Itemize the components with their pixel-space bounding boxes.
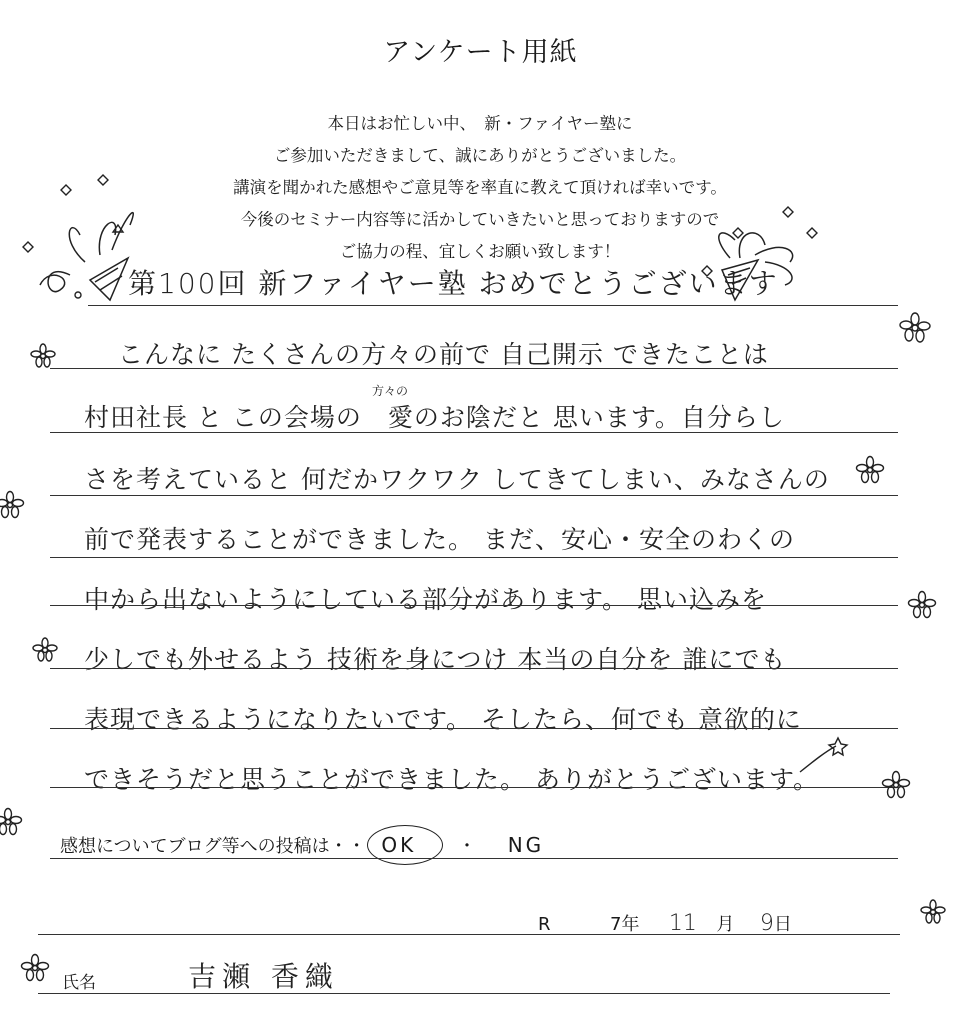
form-title: アンケート用紙 xyxy=(383,37,578,68)
ruled-line xyxy=(50,368,898,369)
ruled-line xyxy=(50,728,898,729)
date-month: 11 xyxy=(668,911,697,936)
blog-ng-label: NG xyxy=(507,833,545,857)
handwritten-line: できそうだと思うことができました。 ありがとうございます。 xyxy=(84,765,819,794)
ruled-line xyxy=(50,858,898,859)
ok-circle-mark xyxy=(367,825,443,865)
intro-line: 本日はお忙しい中、 新・ファイヤー塾に xyxy=(327,114,633,133)
date-day: 9 xyxy=(759,911,774,936)
date-day-label: 日 xyxy=(773,914,792,935)
blog-ok-option xyxy=(371,833,426,857)
handwritten-line: 表現できるようになりたいです。 そしたら、何でも 意欲的に xyxy=(84,705,802,734)
blog-permission xyxy=(60,832,544,858)
date-year-label: 年 xyxy=(621,914,640,935)
ruled-line xyxy=(38,993,890,994)
ruled-line xyxy=(50,557,898,558)
handwritten-headline: 第100回 新ファイヤー塾 おめでとうございます xyxy=(128,267,779,300)
blog-separator: ・ xyxy=(457,836,476,857)
handwritten-line: 前で発表することができました。 まだ、安心・安全のわくの xyxy=(84,525,795,554)
sparkle-icon xyxy=(23,175,123,298)
date-field xyxy=(538,910,792,936)
blog-ok-label: OK xyxy=(381,833,417,857)
ruled-line xyxy=(50,668,898,669)
handwritten-annotation: 方々の xyxy=(372,384,409,398)
party-popper-left-icon xyxy=(40,213,133,300)
handwritten-line: こんなに たくさんの方々の前で 自己開示 できたことは xyxy=(118,340,769,369)
handwritten-line: 少しでも外せるよう 技術を身につけ 本当の自分を 誰にでも xyxy=(84,645,787,674)
ruled-line xyxy=(50,787,898,788)
blog-question: 感想についてブログ等への投稿は・・ xyxy=(60,836,366,857)
ruled-line xyxy=(50,495,898,496)
date-year: 7 xyxy=(609,914,622,935)
handwritten-line: 中から出ないようにしている部分があります。 思い込みを xyxy=(84,585,767,614)
handwritten-line: さを考えていると 何だかワクワク してきてしまい、みなさんの xyxy=(84,465,830,494)
date-era: R xyxy=(538,914,551,935)
intro-text xyxy=(130,108,830,268)
ruled-line xyxy=(50,605,898,606)
ruled-line xyxy=(38,934,900,935)
ruled-line xyxy=(88,305,898,306)
date-month-label: 月 xyxy=(716,914,735,935)
intro-line: 今後のセミナー内容等に活かしていきたいと思っておりますので xyxy=(240,210,720,229)
ruled-line xyxy=(50,432,898,433)
intro-line: ご参加いただきまして、誠にありがとうございました。 xyxy=(273,146,687,165)
handwritten-line: 村田社長 と この会場の 愛のお陰だと 思います。自分らし xyxy=(84,403,785,432)
name-label: 氏名 xyxy=(62,973,96,993)
intro-line: ご協力の程、宜しくお願い致します！ xyxy=(339,242,621,261)
intro-line: 講演を聞かれた感想やご意見等を率直に教えて頂ければ幸いです。 xyxy=(233,178,727,197)
name-value: 吉瀬 香織 xyxy=(188,960,339,993)
